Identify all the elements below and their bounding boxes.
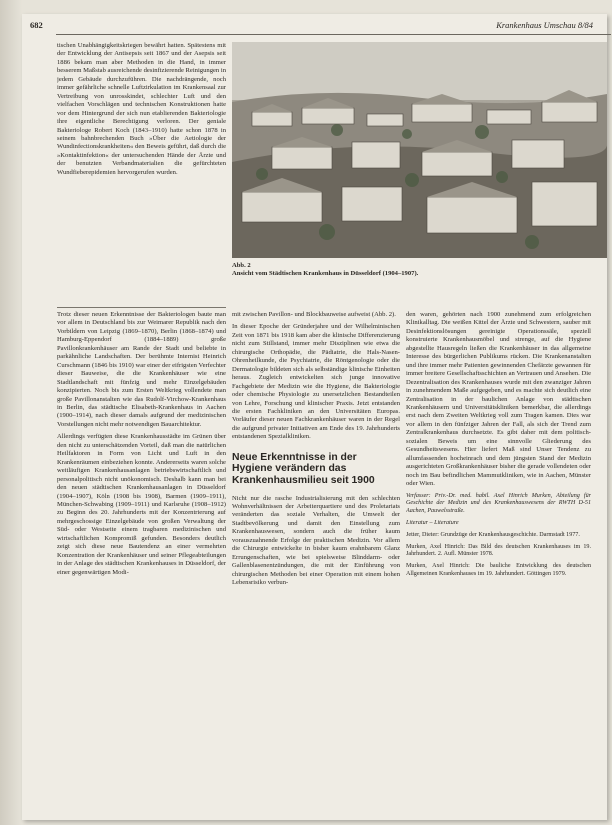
- literature-item: Murken, Axel Hinrich: Die bauliche Entwicklung des deutschen Allgemeinen Krankenhauses im 19. Jahrhundert. Göttingen 1979.: [406, 563, 591, 577]
- figure-caption: [232, 262, 592, 279]
- author-note: Verfasser: Priv.-Dr. med. habil. Axel Hinrich Murken, Abteilung für Geschichte der Medizin und des Krankenhauswesens der RWTH D-51 Aachen, Pauwelsstraße.: [406, 492, 591, 515]
- hospital-aerial-illustration: [232, 42, 607, 258]
- paragraph: In dieser Epoche der Gründerjahre und der Wilhelminischen Zeit von 1871 bis 1918 kam aber die klinische Differenzierung nicht zum Stillstand, immer mehr Disziplinen wie etwa die chirurgische Orthopädie, die Pädiatrie, die Hals-Nasen-Ohrenheilkunde, die Psychiatrie, die Röntgenologie oder die Dermatologie bildeten sich als selbständige klinische Einheiten heraus. Zugleich entwickelten sich junge innovative Fachgebiete der Medizin wie die Hygiene, die Bakteriologie oder chemische Physiologie zu unersetzlichen Bestandteilen von Lehre, Forschung und klinischer Praxis. Jetzt entstanden die ersten Fachkliniken an den Universitäten Europas. Vorläufer dieser neuen Fachkrankenhäuser waren in der Regel die aufgrund privater Initiativen am Ende des 19. Jahrhunderts entstandenen Spezialkliniken.: [232, 323, 400, 441]
- paragraph: mit zwischen Pavillon- und Blockbauweise aufweist (Abb. 2).: [232, 311, 396, 318]
- column-1-top: [57, 42, 226, 308]
- paragraph: tischen Unabhängigkeitskriegen bewährt hatten. Spätestens mit der Entwicklung der Antisepsis seit 1867 und der Asepsis seit 1886 bekam man aber Methoden in die Hand, in immer besserem Maßstab ausreichende desinfizierende Reinigungen in jedem Gebäude durchzuführen. Die nachdrängende, noch immer gefährliche schnelle Luftzirkulation im Krankensaal zur Vertreibung von unrosskindet, schlechter Luft und den vielfachen Vorschlägen und technischen Konstruktionen hatte vor dem Hintergrund der sich nun etablierenden Bakteriologie ihre eigentliche Berechtigung verloren. Der geniale Bakteriologe Robert Koch (1843–1910) hatte schon 1878 in seinem bahnbrechenden Buch »Über die Aetiologie der Wundinfectionskrankheiten« den Beweis geführt, daß durch die »Kontaktinfektion« der untersuchenden Hände der Ärzte und der benutzten Verbandmaterialien die gefürchteten Wundfieberepidemien hervorgerufen wurden.: [57, 42, 226, 176]
- literature-item: Jetter, Dieter: Grundzüge der Krankenhausgeschichte. Darmstadt 1977.: [406, 531, 580, 538]
- column-3: [406, 311, 591, 816]
- column-2: [232, 311, 400, 816]
- literature-item: Murken, Axel Hinrich: Das Bild des deutschen Krankenhauses im 19. Jahrhundert. 2. Aufl. Münster 1978.: [406, 543, 591, 558]
- running-title: Krankenhaus Umschau 8/84: [496, 20, 593, 30]
- literature-heading: Literatur – Literature: [406, 519, 459, 526]
- caption-label: Abb. 2: [232, 262, 251, 269]
- page-number: 682: [30, 20, 43, 30]
- header-rule: [56, 34, 611, 35]
- hospital-aerial-photo: [232, 42, 607, 258]
- paragraph: den waren, gehörten nach 1900 zunehmend zum erfolgreichen Klinikalltag. Die weißen Kittel der Ärzte und Schwestern, sauber mit Desinfektionslösungen gereinigte Operationssäle, speziell konstruierte Krankenhausmöbel und strenge, auf die Hygiene abgestellte Hausregeln ließen die Krankenhäuser in das allgemeine Interesse des bürgerlichen Publikums rücken. Die Krankenanstalten und ihre immer mehr Patienten gewinnenden Chefärzte gewannen für immer breitere Gesellschaftsschichten an Vertrauen und Ansehen. Die Dezentralisation des Krankenhauses wurde mit den zwanziger Jahren in zunehmendem Maße aufgegeben, und es machte sich deutlich eine Zentralisation in der baulichen Anlage von städtischen Krankenhäusern und Universitätskliniken bemerkbar, die allerdings erst nach dem Zweiten Weltkrieg voll zum Tragen kamen. Dies war vor allem in den fünfziger Jahren der Fall, als sich der Trend zum Zentralkrankenhaus durchsetzte. Es gibt daher mit dem politisch-sozialen Beweis um eine sinnvolle Gliederung des Gesundheitswesens. Hier liefert Maß sind Unser Tendenz zu allumfassenden hocheinrach und dem jüngsten Stand der Medizin ausgerichteten Großkrankenhäuser bisher die gerade vollendeten oder noch im Bau befindlichen Mammutkliniken, wie in Aachen, Münster oder Wien.: [406, 311, 591, 488]
- paragraph: Allerdings verfügten diese Krankenhausstädte im Grünen über den nicht zu unterschätzenden Vorteil, daß man die natürlichen Heilfaktoren in Form von Licht und Luft in den Krankenräumen einbeziehen konnte. Andererseits waren solche weitläufigen Krankenhausanlagen betriebswirtschaftlich und personalpolitisch nicht unökonomisch. Deshalb kann man bei den neuen städtischen Krankenhausanlagen in Düsseldorf (1904–1907), Köln (1908 bis 1908), Barmen (1909–1911), München-Schwabing (1909–1911) und Karlsruhe (1908–1912) zu Beginn des 20. Jahrhunderts mit der Konzentrierung auf mehrgeschossige Einzelgebäude von großen Verwaltung der Süd- oder Westseite einem tragbaren medizinischen und wirtschaftlichen Kompromiß gefunden. Besonders deutlich zeigt sich diese neue Bautendenz an einer vermehrten Konzentration der Krankenhäuser und seiner Pflegeabteilungen in der Anlage des städtischen Krankenhauses in Düsseldorf, der einer gegenwärtigen Modi-: [57, 433, 226, 576]
- paragraph: Nicht nur die rasche Industrialisierung mit den schlechten Wohnverhältnissen der Arbeiterquartiere und des Proletariats veränderten das soziale Verhalten, die Umwelt der Stadtbevölkerung und damit den Einstellung zum Krankenhauswesen, sondern auch die früher kaum vorauszuahnende Erfolge der praktischen Medizin. Vor allem die Chirurgie entwickelte in bisher kaum erahnbarem Glanz Errungenschaften, wie bei spielsweise Blinddarm- oder Gallenblasenentzündungen, die mit der Einführung von chirurgischen Methoden bei einer Operation mit einem hohen Lebensrisiko verbun-: [232, 494, 400, 587]
- paragraph: Trotz dieser neuen Erkenntnisse der Bakteriologen baute man vor allem in Deutschland bis zur Weimarer Republik nach den Vorbildern von Leipzig (1869–1870), Berlin (1868–1874) und Hamburg-Eppendorf (1884–1889) große Pavillonkrankenhäuser am Rande der Stadt und beliebte in parkähnliche Landschaften. Der berühmte Internist Heinrich Curschmann (1846 bis 1910) war einer der eifrigsten Verfechter dieser Bauweise, die die Krankenhäuser wie eine Stadtlandschaft mit fünfzig und mehr Einzelgebäuden konzipierten. Noch bis zum Ersten Weltkrieg vollendete man große Pavillonanstalten wie das Rudolf-Virchow-Krankenhaus in Berlin, das städtische Elisabeth-Krankenhaus in Aachen (1900–1914), nach dieser damals aufgrund der medizinischen Vorstellungen nicht mehr notwendigen Bauarchitektur.: [57, 311, 226, 428]
- caption-text: Ansicht vom Städtischen Krankenhaus in Düsseldorf (1904–1907).: [232, 270, 419, 278]
- section-heading: Neue Erkenntnisse in der Hygiene verändern das Krankenhausmilieu seit 1900: [232, 451, 375, 486]
- page-edge-shadow: [0, 0, 22, 825]
- page-header: [30, 20, 593, 32]
- column-1-bottom: [57, 311, 226, 816]
